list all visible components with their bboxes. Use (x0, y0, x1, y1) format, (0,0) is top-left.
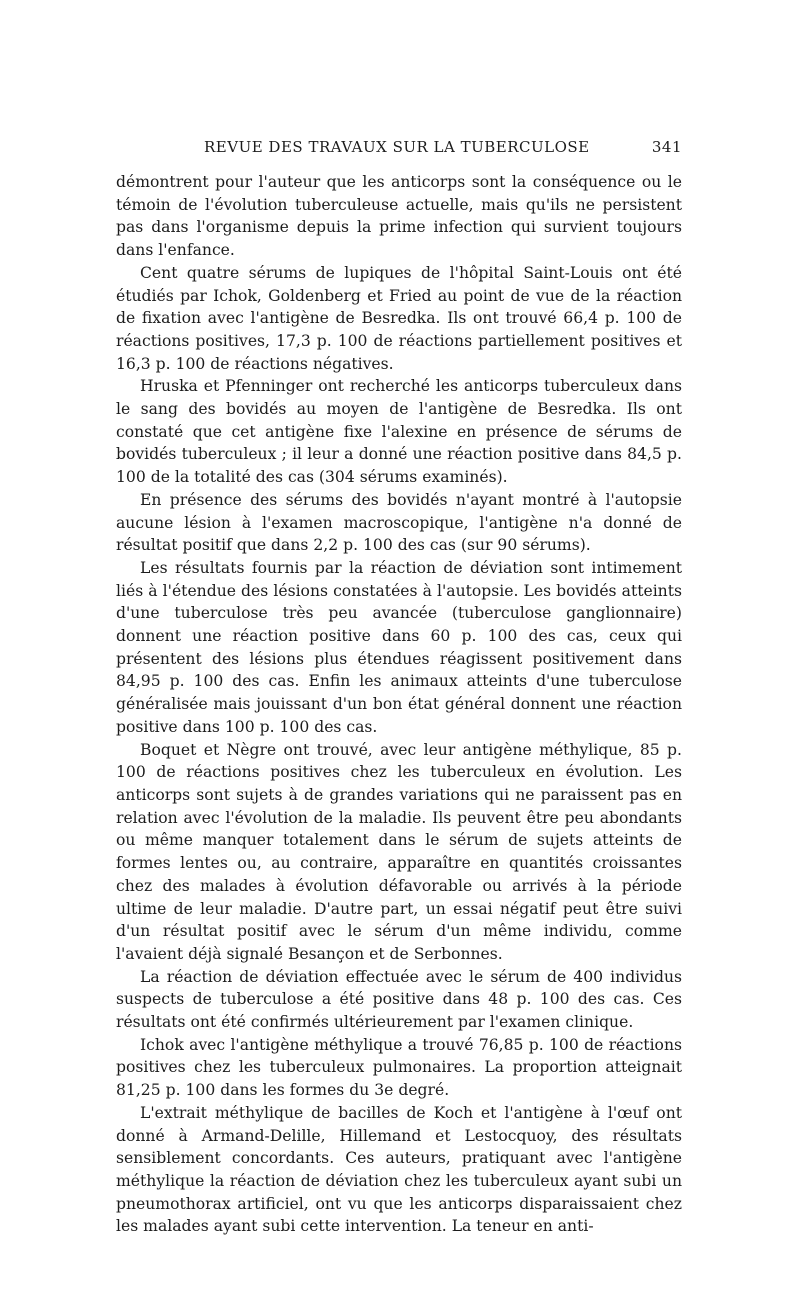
paragraph: Boquet et Nègre ont trouvé, avec leur antigène méthylique, 85 p. 100 de réactions positives chez les tuberculeux en évolution. Les anticorps sont sujets à de grandes variations qui ne paraissent pas en relation avec l'évolution de la maladie. Ils peuvent être peu abondants ou même manquer totalement dans le sérum de sujets atteints de formes lentes ou, au contraire, apparaître en quantités croissantes chez des malades à évolution défavorable ou arrivés à la période ultime de leur maladie. D'autre part, un essai négatif peut être suivi d'un résultat positif avec le sérum d'un même individu, comme l'avaient déjà signalé Besançon et de Serbonnes. (116, 740, 682, 963)
body-text (116, 171, 682, 1238)
paragraph: En présence des sérums des bovidés n'ayant montré à l'autopsie aucune lésion à l'examen macroscopique, l'antigène n'a donné de résultat positif que dans 2,2 p. 100 des cas (sur 90 sérums). (116, 490, 682, 555)
paragraph: Les résultats fournis par la réaction de déviation sont intimement liés à l'étendue des lésions constatées à l'autopsie. Les bovidés atteints d'une tuberculose très peu avancée (tuberculose ganglionnaire) donnent une réaction positive dans 60 p. 100 des cas, ceux qui présentent des lésions plus étendues réagissent positivement dans 84,95 p. 100 des cas. Enfin les animaux atteints d'une tuberculose généralisée mais jouissant d'un bon état général donnent une réaction positive dans 100 p. 100 des cas. (116, 558, 682, 736)
paragraph: démontrent pour l'auteur que les anticorps sont la conséquence ou le témoin de l'évolution tuberculeuse actuelle, mais qu'ils ne persistent pas dans l'organisme depuis la prime infection qui survient toujours dans l'enfance. (116, 173, 682, 260)
running-title: REVUE DES TRAVAUX SUR LA TUBERCULOSE (204, 138, 590, 156)
paragraph: Ichok avec l'antigène méthylique a trouvé 76,85 p. 100 de réactions positives chez les tuberculeux pulmonaires. La proportion atteignait 81,25 p. 100 dans les formes du 3e degré. (116, 1035, 682, 1100)
paragraph: La réaction de déviation effectuée avec le sérum de 400 individus suspects de tuberculose a été positive dans 48 p. 100 des cas. Ces résultats ont été confirmés ultérieurement par l'examen clinique. (116, 967, 682, 1032)
paragraph: L'extrait méthylique de bacilles de Koch et l'antigène à l'œuf ont donné à Armand-Delille, Hillemand et Lestocquoy, des résultats sensiblement concordants. Ces auteurs, pratiquant avec l'antigène méthylique la réaction de déviation chez les tuberculeux ayant subi un pneumothorax artificiel, ont vu que les anticorps disparaissaient chez les malades ayant subi cette intervention. La teneur en anti- (116, 1103, 682, 1236)
paragraph: Cent quatre sérums de lupiques de l'hôpital Saint-Louis ont été étudiés par Ichok, Goldenberg et Fried au point de vue de la réaction de fixation avec l'antigène de Besredka. Ils ont trouvé 66,4 p. 100 de réactions positives, 17,3 p. 100 de réactions partiellement positives et 16,3 p. 100 de réactions négatives. (116, 263, 682, 373)
running-head (116, 138, 682, 162)
paragraph: Hruska et Pfenninger ont recherché les anticorps tuberculeux dans le sang des bovidés au moyen de l'antigène de Besredka. Ils ont constaté que cet antigène fixe l'alexine en présence de sérums de bovidés tuberculeux ; il leur a donné une réaction positive dans 84,5 p. 100 de la totalité des cas (304 sérums examinés). (116, 377, 682, 487)
page-number: 341 (651, 138, 682, 156)
document-page (116, 138, 682, 1238)
